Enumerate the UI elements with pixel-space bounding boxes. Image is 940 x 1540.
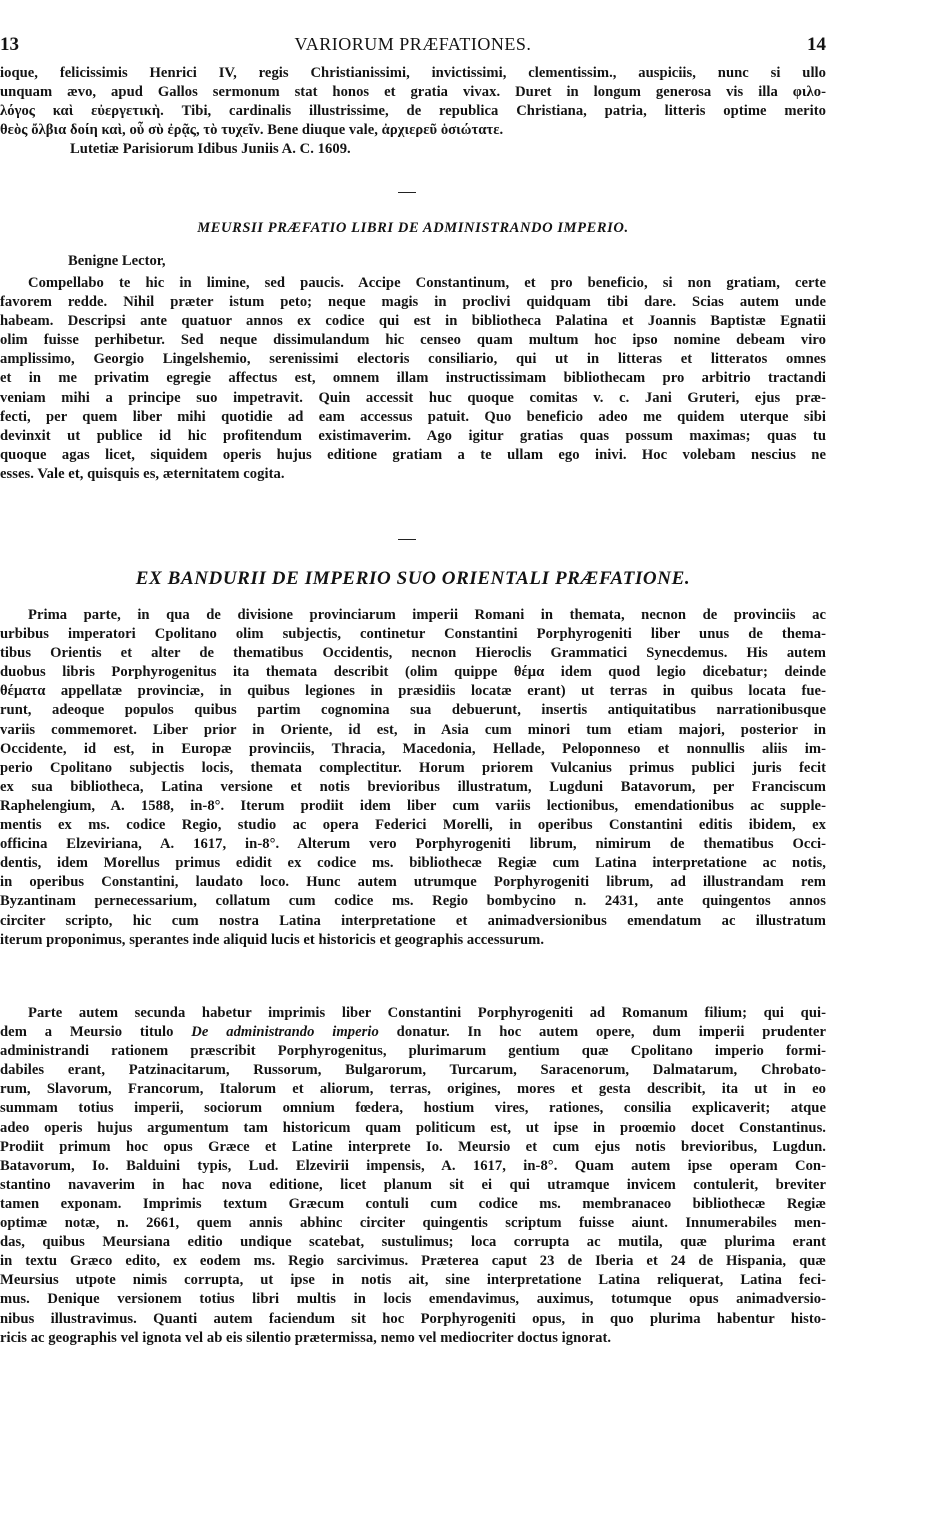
text-line: circiter scripto, hic cum nostra Latina interpretatione et animadversionibus emendatum ac illustratum bbox=[0, 912, 826, 929]
text-line: Byzantinam pernecessarium, collatum cum codice ms. Regio bombycino n. 2431, ante quingentos annos bbox=[0, 893, 826, 910]
section-divider bbox=[398, 539, 416, 540]
text-line: Compellabo te hic in limine, sed paucis. Accipe Constantinum, et pro beneficio, si non gratiam, certe bbox=[28, 275, 826, 291]
page-number-right: 14 bbox=[807, 34, 826, 55]
text-line: nibus illustravimus. Quanti autem faciendum sit hoc Porphyrogeniti opus, in quo plurima habentur histo- bbox=[0, 1310, 826, 1327]
text-line: stantino navaverim in hac nova editione, licet planum sit ei qui utramque invicem contulerit, breviter bbox=[0, 1176, 826, 1193]
text-line: summam totius imperii, sociorum omnium fœdera, hostium vires, rationes, consilia explicaverit; atque bbox=[0, 1100, 826, 1117]
cited-title: De administrando imperio bbox=[191, 1024, 379, 1041]
text-line: administrandi rationem præscribit Porphyrogenitus, plurimarum gentium quæ Cpolitano imperio formi- bbox=[0, 1043, 826, 1060]
text-line: ricis ac geographis vel ignota vel ab eis silentio prætermissa, nemo vel mediocriter doctus ignorat. bbox=[0, 1329, 612, 1346]
text-line: veniam mihi a principe suo impetravit. Quin accessit huc quoque comitas v. c. Jani Gruteri, ejus præ- bbox=[0, 389, 826, 406]
meursius-paragraph bbox=[0, 274, 826, 484]
text-line: Batavorum, Io. Balduini typis, Lud. Elzevirii impensis, A. 1617, in-8°. Quam autem ipse operam Con- bbox=[0, 1157, 826, 1174]
text-line: devinxit ut publice id hic profitendum existimaverim. Ago igitur gratias quas possum maximas; quas tu bbox=[0, 427, 826, 444]
text-line: mentis ex ms. codice Regio, studio ac opera Federici Morelli, in operibus Constantini editis ibidem, ex bbox=[0, 817, 826, 834]
text-line: adeo operis hujus argumentum tam historicum quam politicum est, ut ipse in proœmio docet Constantinus. bbox=[0, 1119, 826, 1136]
text-line: fecti, per quem liber mihi quotidie ad eam accessus patuit. Quo beneficio adeo me quidem uterque sibi bbox=[0, 408, 826, 425]
text-line: unquam ævo, apud Gallos sermonum stat honos et gratia vivax. Duret in longum generosa vis illa φιλο- bbox=[0, 84, 826, 101]
text-line: iterum proponimus, sperantes inde aliquid lucis et historicis et geographis accessurum. bbox=[0, 931, 545, 948]
text-line: λόγος καὶ εὐεργετικὴ. Tibi, cardinalis illustrissime, de republica Christiana, patria, litteris optime merito bbox=[0, 103, 826, 120]
text-line: in textu Græco edito, ex eodem ms. Regio sarcivimus. Præterea caput 23 de Iberia et 24 de Hispania, quæ bbox=[0, 1253, 826, 1270]
text-line: θεὸς ὄλβια δοίη καὶ, οὗ σὺ ἐρᾷς, τὸ τυχεῖν. Bene diuque vale, ἀρχιερεῦ ὁσιώτατε. bbox=[0, 122, 504, 139]
dateline: Lutetiæ Parisiorum Idibus Juniis A. C. 1609. bbox=[70, 141, 351, 158]
text-line: mus. Denique versionem totius libri multis in locis emendavimus, auximus, totumque opus animadversio- bbox=[0, 1291, 826, 1308]
text-line: rum, Slavorum, Francorum, Italorum et aliorum, terras, origines, mores et gesta describit, ita ut in eo bbox=[0, 1081, 826, 1098]
text-line: officina Elzeviriana, A. 1617, in-8°. Alterum vero Porphyrogeniti librum, nimirum de thematibus Occi- bbox=[0, 836, 826, 853]
text-line: dentis, idem Morellus primus edidit ex codice ms. bibliothecæ Regiæ cum Latina interpretatione ac notis, bbox=[0, 855, 826, 872]
text-line: optimæ notæ, n. 2661, quem annis abhinc circiter quingentis scriptum fuisse aiunt. Innumerabiles men- bbox=[0, 1215, 826, 1232]
banduri-paragraph-1 bbox=[0, 606, 826, 950]
page-header bbox=[0, 34, 826, 56]
text-line: ioque, felicissimis Henrici IV, regis Christianissimi, invictissimi, clementissim., auspiciis, nunc si ullo bbox=[0, 65, 826, 81]
text-line: θέματα appellatæ provinciæ, in quibus legiones in præsidiis locatæ erant) ut terras in quibus locata fue- bbox=[0, 683, 826, 700]
text-line: variis commemoret. Liber prior in Oriente, id est, in Asia cum minori tum etiam majori, posterior in bbox=[0, 721, 826, 738]
text-line: olim fuisse perhibetur. Sed neque dissimulandum hic censeo quam multum hoc ipso nomine debeam viro bbox=[0, 332, 826, 349]
running-title: VARIORUM PRÆFATIONES. bbox=[294, 34, 532, 54]
page-number-left: 13 bbox=[0, 34, 19, 55]
text-line: Prodiit primum hoc opus Græce et Latine interprete Io. Meursio et cum ejus notis brevioribus, Lugdun. bbox=[0, 1138, 826, 1155]
text-line: quoque agas licet, siquidem operis hujus editione gratiam a te ullam ego inivi. Hoc volebam nescius ne bbox=[0, 446, 826, 463]
text-line: in operibus Constantini, laudato loco. Hunc autem utrumque Porphyrogeniti librum, ad illustrandam rem bbox=[0, 874, 826, 891]
text-line: dem a Meursio titulo De administrando imperio donatur. In hoc autem opere, dum imperii prudenter bbox=[0, 1024, 826, 1041]
meursius-title: MEURSII PRÆFATIO LIBRI DE ADMINISTRANDO IMPERIO. bbox=[197, 220, 629, 236]
text-line: ex sua bibliotheca, Latina versione et notis brevioribus illustratum, Lugduni Batavorum, per Franciscum bbox=[0, 778, 826, 795]
intro-paragraph bbox=[0, 64, 826, 159]
text-line: runt, adeoque populos quibus partim cognomina sua debuerunt, insertis antiquitatibus narrationibusque bbox=[0, 702, 826, 719]
section-divider bbox=[398, 192, 416, 193]
text-line: tamen exponam. Imprimis textum Græcum contuli cum codice ms. membranaceo bibliothecæ Regiæ bbox=[0, 1195, 826, 1212]
text-line: esses. Vale et, quisquis es, æternitatem cogita. bbox=[0, 465, 285, 482]
text-line: perio Cpolitano subjectis locis, themata complectitur. Horum priorem Vulcanius primus publici juris fecit bbox=[0, 759, 826, 776]
text-line: habeam. Descripsi ante quatuor annos ex codice qui est in bibliotheca Palatina et Joannis Baptistæ Egnatii bbox=[0, 313, 826, 330]
text-line: Occidente, id est, in Europæ provinciis, Thracia, Macedonia, Hellade, Peloponneso et nonnullis aliis im- bbox=[0, 740, 826, 757]
text-line: et in me privatim egregie affectus est, omnem illam instructissimam bibliothecam pro arbitrio tractandi bbox=[0, 370, 826, 387]
text-line: dabiles erant, Patzinacitarum, Russorum, Bulgarorum, Turcarum, Saracenorum, Dalmatarum, Chrobato- bbox=[0, 1062, 826, 1079]
text-line: Parte autem secunda habetur imprimis liber Constantini Porphyrogeniti ad Romanum filium; qui qui- bbox=[28, 1005, 826, 1021]
text-line: favorem redde. Nihil præter istum peto; neque magis in proclivi quidquam tibi dare. Scias autem unde bbox=[0, 294, 826, 311]
banduri-paragraph-2 bbox=[0, 1004, 826, 1348]
salutation: Benigne Lector, bbox=[68, 253, 166, 269]
text-line: Raphelengium, A. 1588, in-8°. Iterum prodiit idem liber cum variis lectionibus, emendationibus ac supple- bbox=[0, 797, 826, 814]
text-line: das, quibus Meursiana editio undique scatebat, sustulimus; loca corrupta ac mutila, quæ plurima erant bbox=[0, 1234, 826, 1251]
text-line: Meursius utpote nimis corrupta, ut ipse in notis ait, sine interpretatione Latina reliquerat, Latina feci- bbox=[0, 1272, 826, 1289]
text-line: urbibus imperatori Cpolitano olim subjectis, continetur Constantini Porphyrogeniti liber unus de thema- bbox=[0, 626, 826, 643]
banduri-title: EX BANDURII DE IMPERIO SUO ORIENTALI PRÆFATIONE. bbox=[135, 568, 691, 589]
text-line: tibus Orientis et alter de thematibus Occidentis, necnon Hieroclis Grammatici Synecdemus. His autem bbox=[0, 645, 826, 662]
text-line: amplissimo, Georgio Lingelshemio, serenissimi electoris consiliario, qui ut in litteras et litteratos omnes bbox=[0, 351, 826, 368]
text-line: duobus libris Porphyrogenitus ita themata describit (olim quippe θέμα idem quod legio dicebatur; deinde bbox=[0, 664, 826, 681]
text-line: Prima parte, in qua de divisione provinciarum imperii Romani in themata, necnon de provinciis ac bbox=[28, 607, 826, 623]
